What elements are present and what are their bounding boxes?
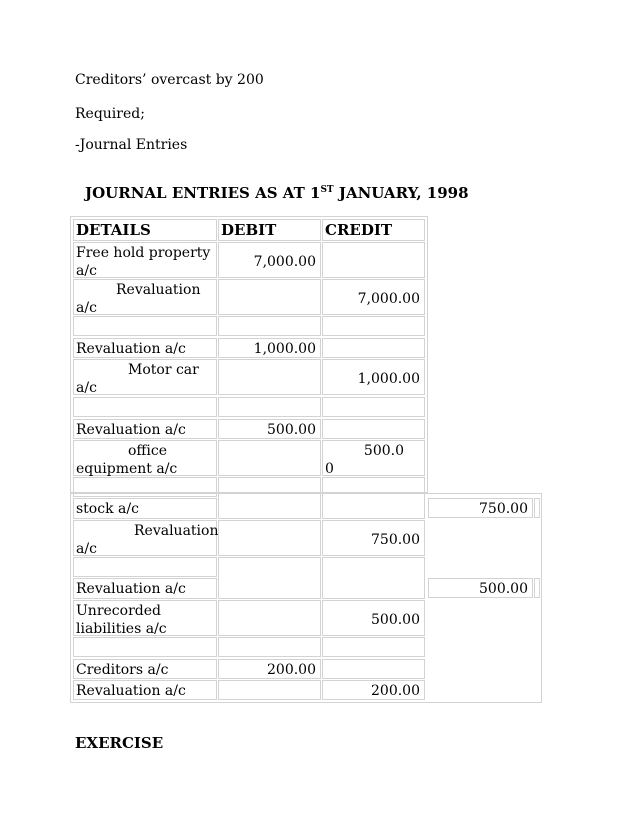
table-row-credit: 1,000.00 [322, 359, 425, 395]
table-row-details: Creditors a/c [73, 659, 217, 679]
table-row-debit: 500.00 [218, 419, 321, 439]
table-row-spacer [73, 557, 217, 577]
table-row-debit [218, 680, 321, 700]
table-row-credit: 7,000.00 [322, 279, 425, 315]
table-row-details: office equipment a/c [73, 440, 217, 476]
table-row-debit: 200.00 [218, 659, 321, 679]
table-row-spacer [73, 477, 217, 497]
intro-line-required: Required; [75, 106, 145, 122]
table-row-spacer [218, 316, 321, 336]
table-row-details: stock a/c [73, 498, 217, 519]
table-row-spacer [218, 397, 321, 417]
table-row-credit: 750.00 [322, 520, 425, 556]
table-row-credit: 500.00 [322, 600, 425, 636]
table-row-debit [218, 520, 321, 556]
table-row-debit [218, 600, 321, 636]
table-row-credit [322, 242, 425, 278]
intro-line-creditors: Creditors’ overcast by 200 [75, 72, 264, 88]
table-row-details: Motor car a/c [73, 359, 217, 395]
table-row-debit: 1,000.00 [218, 338, 321, 358]
table-row-spacer [73, 397, 217, 417]
table-row-details: Revaluation a/c [73, 680, 217, 700]
table-row-spacer [322, 397, 425, 417]
table-row-spacer [322, 637, 425, 657]
journal-title [85, 184, 469, 202]
header-credit: CREDIT [322, 219, 425, 241]
table-row-debit [218, 359, 321, 395]
table-row-details: Revaluation a/c [73, 520, 217, 556]
intro-line-journal: -Journal Entries [75, 137, 188, 153]
table-row-spacer [218, 557, 321, 599]
table-row-spacer [322, 477, 425, 519]
header-details: DETAILS [73, 219, 217, 241]
table-row-spacer [322, 316, 425, 336]
table-row-spacer [218, 477, 321, 519]
table-row-credit: 200.00 [322, 680, 425, 700]
table-row-spacer [218, 637, 321, 657]
exercise-heading: EXERCISE [75, 734, 164, 752]
table-row-spacer [73, 316, 217, 336]
title-superscript: ST [320, 185, 334, 195]
table-row-details: Free hold property a/c [73, 242, 217, 278]
table-row-credit: 500.0 0 [322, 440, 425, 476]
table-row-details: Revaluation a/c [73, 419, 217, 439]
table-row-details: Revaluation a/c [73, 338, 217, 358]
table-row-credit [322, 419, 425, 439]
table-row-spacer [322, 557, 425, 599]
table-row-extra-value: 750.00 [428, 498, 533, 518]
table-row-debit [218, 279, 321, 315]
title-text: JOURNAL ENTRIES AS AT 1 [85, 184, 321, 202]
table-row-debit [218, 440, 321, 476]
table-row-credit [322, 338, 425, 358]
header-debit: DEBIT [218, 219, 321, 241]
table-row-details: Revaluation a/c [73, 578, 217, 599]
table-row-debit: 7,000.00 [218, 242, 321, 278]
table-row-credit [322, 659, 425, 679]
table-row-edge [534, 578, 540, 598]
table-row-details: Revaluation a/c [73, 279, 217, 315]
table-row-spacer [73, 637, 217, 657]
table-row-details: Unrecorded liabilities a/c [73, 600, 217, 636]
table-row-extra-value: 500.00 [428, 578, 533, 598]
title-tail: JANUARY, 1998 [333, 184, 469, 202]
table-row-edge [534, 498, 540, 518]
